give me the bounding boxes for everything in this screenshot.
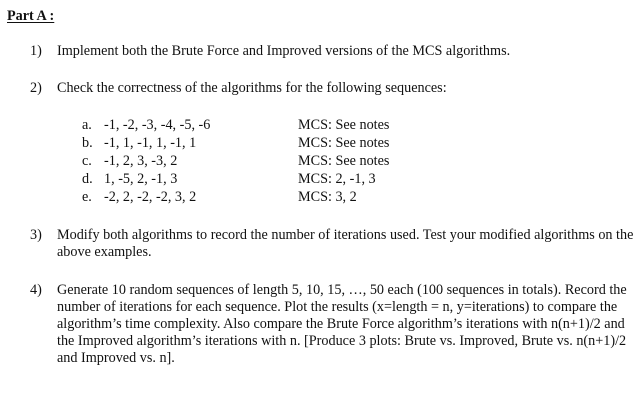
sequence-item [82,188,482,206]
sequence-letter: a. [82,117,92,133]
sequence-letter: d. [82,171,93,187]
task-text: Generate 10 random sequences of length 5, 10, 15, …, 50 each (100 sequences in totals). Record the number of iterations for each sequence. Plot the results (x=length = n, y=iterations) to compare the algorithm’s time complexity. Also compare the Brute Force algorithm’s iterations with n(n+1)/2 and the Improved algorithm’s iterations with n. [Produce 3 plots: Brute vs. Improved, Brute vs. n(n+1)/2 and Improved vs. n]. [57,282,627,366]
sequence-letter: c. [82,153,92,169]
task-text: Implement both the Brute Force and Improved versions of the MCS algorithms. [57,43,511,59]
task-item-1 [30,43,636,60]
sequence-letter: e. [82,189,92,205]
task-number: 2) [30,80,42,96]
sequence-letter: b. [82,135,93,151]
sequence-item [82,152,482,170]
sequence-mcs: MCS: 3, 2 [298,189,357,205]
sequence-values: -1, 1, -1, 1, -1, 1 [104,135,197,151]
sequence-mcs: MCS: See notes [298,117,390,133]
sequence-values: -1, 2, 3, -3, 2 [104,153,178,169]
task-item-3 [30,227,636,261]
sequence-mcs: MCS: See notes [298,135,390,151]
sequence-values: -2, 2, -2, -2, 3, 2 [104,189,197,205]
task-item-4 [30,282,636,367]
section-heading: Part A : [7,8,55,24]
sequence-item [82,134,482,152]
sequence-item [82,116,482,134]
sequence-mcs: MCS: See notes [298,153,390,169]
task-number: 4) [30,282,42,298]
task-text: Modify both algorithms to record the number of iterations used. Test your modified algorithms on the above examples. [57,227,634,260]
task-number: 1) [30,43,42,59]
sequence-mcs: MCS: 2, -1, 3 [298,171,376,187]
task-number: 3) [30,227,42,243]
sequence-values: 1, -5, 2, -1, 3 [104,171,178,187]
task-text: Check the correctness of the algorithms for the following sequences: [57,80,447,96]
sequence-item [82,170,482,188]
sequence-values: -1, -2, -3, -4, -5, -6 [104,117,211,133]
task-item-2 [30,80,636,97]
